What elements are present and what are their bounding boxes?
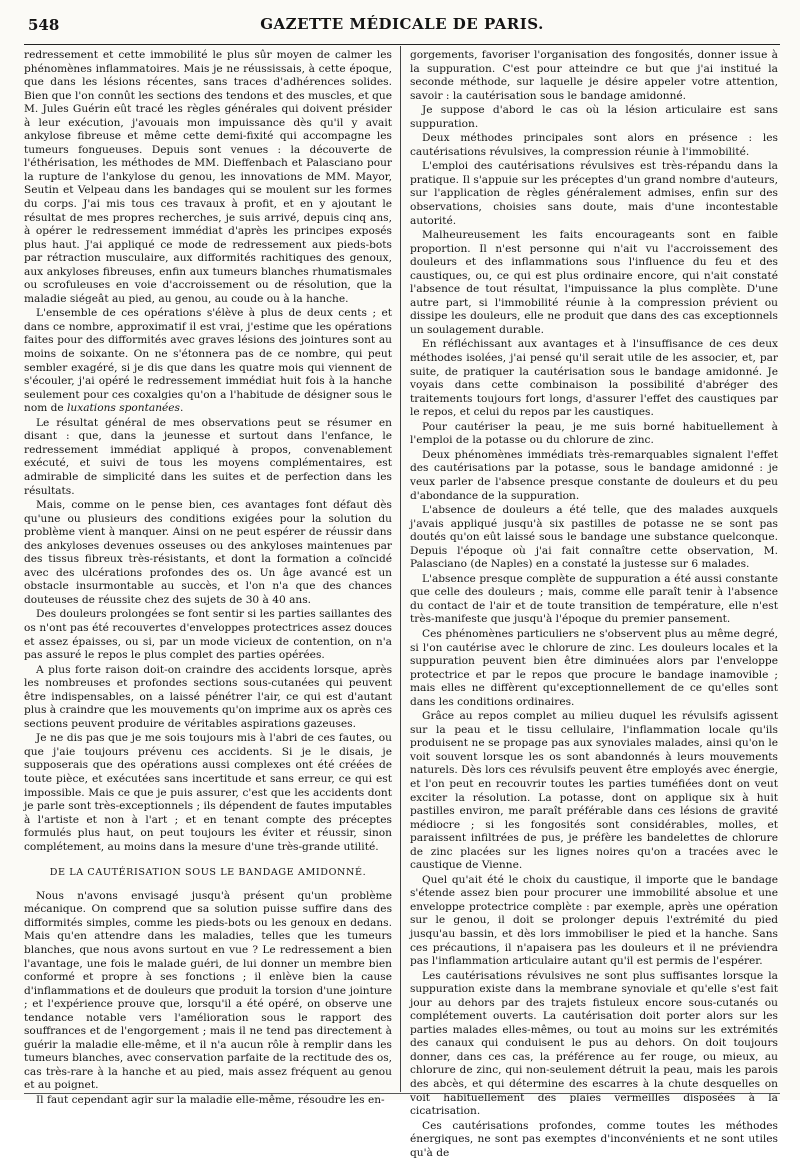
paragraph: Le résultat général de mes observations peut se résumer en disant : que, dans la jeunesse et surtout dans l'enfance, le redressement immédiat appliqué à propos, convenablement exécuté, et suivi de tous les moyens complémentaires, est admirable de simplicité dans les suites et de perfection dans les résultats.: [24, 416, 392, 497]
paragraph: L'absence de douleurs a été telle, que des malades auxquels j'avais appliqué jusqu'à six pastilles de potasse ne se sont pas doutés qu'on eût laissé sous le bandage une substance quelconque. Depuis l'époque où j'ai fait connaître cette observation, M. Palasciano (de Naples) en a constaté la justesse sur 6 malades.: [410, 504, 778, 571]
journal-title: GAZETTE MÉDICALE DE PARIS.: [260, 15, 544, 33]
column-divider: [400, 46, 401, 1092]
paragraph: En réfléchissant aux avantages et à l'insuffisance de ces deux méthodes isolées, j'ai pensé qu'il serait utile de les associer, et, par suite, de pratiquer la cautérisation sous le bandage amidonné. Je voyais dans cette combinaison la possibilité d'abréger des traitements toujours fort longs, d'assurer l'effet des caustiques par le repos, et celui du repos par les caustiques.: [410, 338, 778, 419]
paragraph: A plus forte raison doit-on craindre des accidents lorsque, après les nombreuses et profondes sections sous-cutanées qui peuvent être indispensables, on a laissé pénétrer l'air, ce qui est d'autant plus à craindre que les mouvements qu'on imprime aux os après ces sections peuvent produire de véritables aspirations gazeuses.: [24, 663, 392, 730]
right-column: [410, 49, 778, 1159]
paragraph: Quel qu'ait été le choix du caustique, il importe que le bandage s'étende assez bien pour procurer une immobilité absolue et une enveloppe protectrice complète : par exemple, après une opération sur le genou, il doit se prolonger depuis l'extrémité du pied jusqu'au bassin, et dès lors immobiliser le pied et la hanche. Sans ces précautions, il n'apaisera pas les douleurs et il ne préviendra pas l'inflammation articulaire autant qu'il est permis de l'espérer.: [410, 873, 778, 968]
left-column: [24, 49, 392, 1107]
footer-rule: [24, 1093, 780, 1094]
paragraph: Les cautérisations révulsives ne sont plus suffisantes lorsque la suppuration existe dans la membrane synoviale et qu'elle s'est fait jour au dehors par des trajets fistuleux encore sous-cutanés ou complétement ouverts. La cautérisation doit porter alors sur les parties malades elles-mêmes, ou tout au moins sur les extrémités des canaux qui conduisent le pus au dehors. On doit toujours donner, dans ces cas, la préférence au fer rouge, ou mieux, au chlorure de zinc, qui non-seulement détruit la peau, mais les parois des abcès, et qui détermine des escarres à la chute desquelles on voit habituellement des plaies vermeilles disposées à la cicatrisation.: [410, 969, 778, 1118]
paragraph: redressement et cette immobilité le plus sûr moyen de calmer les phénomènes inflammatoires. Mais je ne réussissais, à cette époque, que dans les lésions récentes, sans traces d'adhérences solides. Bien que l'on connût les sections des tendons et des muscles, et que M. Jules Guérin eût tracé les règles générales qui doivent présider à leur exécution, j'avouais mon impuissance dès qu'il y avait ankylose fibreuse et même cette demi-fixité qui accompagne les tumeurs fongueuses. Depuis sont venues : la découverte de l'éthérisation, les méthodes de MM. Dieffenbach et Palasciano pour la rupture de l'ankylose du genou, les innovations de MM. Mayor, Seutin et Velpeau dans les bandages qui se moulent sur les formes du corps. J'ai mis tous ces travaux à profit, et en y ajoutant le résultat de mes propres recherches, je suis arrivé, depuis cinq ans, à opérer le redressement immédiat d'après les principes exposés plus haut. J'ai appliqué ce mode de redressement aux pieds-bots par rétraction musculaire, aux difformités rachitiques des genoux, aux ankyloses fibreuses, enfin aux tumeurs blanches rhumatismales ou scrofuleuses en voie d'accroissement ou de résolution, que la maladie siégeât au pied, au genou, au coude ou à la hanche.: [24, 49, 392, 305]
paragraph: Mais, comme on le pense bien, ces avantages font défaut dès qu'une ou plusieurs des conditions exigées pour la solution du problème vient à manquer. Ainsi on ne peut espérer de réussir dans des ankyloses devenues osseuses ou des ankyloses maintenues par des tissus fibreux très-résistants, et dont la formation a coïncidé avec des ulcérations profondes des os. Un âge avancé est un obstacle insurmontable au succès, et l'on n'a que des chances douteuses de réussite chez des sujets de 30 à 40 ans.: [24, 499, 392, 606]
paragraph: Ces phénomènes particuliers ne s'observent plus au même degré, si l'on cautérise avec le chlorure de zinc. Les douleurs locales et la suppuration peuvent bien être diminuées alors par l'enveloppe protectrice et par le repos que procure le bandage inamovible ; mais elles ne diffèrent qu'exceptionnellement de ce qu'elles sont dans les conditions ordinaires.: [410, 627, 778, 708]
paragraph: L'emploi des cautérisations révulsives est très-répandu dans la pratique. Il s'appuie sur les préceptes d'un grand nombre d'auteurs, sur l'application de règles généralement admises, enfin sur des observations, choisies sans doute, mais d'une incontestable autorité.: [410, 160, 778, 227]
paragraph: Deux phénomènes immédiats très-remarquables signalent l'effet des cautérisations par la potasse, sous le bandage amidonné : je veux parler de l'absence presque constante de douleurs et du peu d'abondance de la suppuration.: [410, 448, 778, 502]
paragraph: Malheureusement les faits encourageants sont en faible proportion. Il n'est personne qui n'ait vu l'accroissement des douleurs et des inflammations sous l'influence du feu et des caustiques, ou, ce qui est plus ordinaire encore, qui n'ait constaté l'absence de tout résultat, l'impuissance la plus complète. D'une autre part, si l'immobilité réunie à la compression prévient ou dissipe les douleurs, elle ne produit que dans des cas exceptionnels un soulagement durable.: [410, 229, 778, 336]
paragraph: Je ne dis pas que je me sois toujours mis à l'abri de ces fautes, ou que j'aie toujours prévenu ces accidents. Si je le disais, je supposerais que des opérations aussi complexes ont été créées de toute pièce, et exécutées sans incertitude et sans erreur, ce qui est impossible. Mais ce que je puis assurer, c'est que les accidents dont je parle sont très-exceptionnels ; ils dépendent de fautes imputables à l'artiste et non à l'art ; et en tenant compte des préceptes formulés plus haut, on peut toujours les éviter et réussir, sinon complétement, au moins dans la mesure d'une très-grande utilité.: [24, 732, 392, 853]
paragraph-end: .: [180, 402, 184, 415]
paragraph: gorgements, favoriser l'organisation des fongosités, donner issue à la suppuration. C'est pour atteindre ce but que j'ai institué la seconde méthode, sur laquelle je désire appeler votre attention, savoir : la cautérisation sous le bandage amidonné.: [410, 49, 778, 102]
paragraph: Pour cautériser la peau, je me suis borné habituellement à l'emploi de la potasse ou du chlorure de zinc.: [410, 420, 778, 447]
section-heading: DE LA CAUTÉRISATION SOUS LE BANDAGE AMIDONNÉ.: [49, 867, 367, 879]
paragraph: Des douleurs prolongées se font sentir si les parties saillantes des os n'ont pas été recouvertes d'enveloppes protectrices assez douces et assez épaisses, ou si, par un mode vicieux de contention, on n'a pas assuré le repos le plus complet des parties opérées.: [24, 608, 392, 662]
page-header: [24, 10, 780, 36]
paragraph: [24, 307, 392, 415]
paragraph-text: L'ensemble de ces opérations s'élève à plus de deux cents ; et dans ce nombre, approximatif il est vrai, j'estime que les opérations faites pour des difformités avec graves lésions des jointures sont au moins de soixante. On ne s'étonnera pas de ce nombre, qui peut sembler exagéré, si je dis que dans les quatre mois qui viennent de s'écouler, j'ai opéré le redressement immédiat huit fois à la hanche seulement pour ces coxalgies qu'on a l'habitude de désigner sous le nom de: [24, 307, 392, 415]
header-rule: [24, 44, 780, 45]
paragraph: Il faut cependant agir sur la maladie elle-même, résoudre les en-: [36, 1094, 385, 1107]
paragraph: L'absence presque complète de suppuration a été aussi constante que celle des douleurs ; mais, comme elle paraît tenir à l'absence du contact de l'air et de toute transition de température, elle n'est très-manifeste que jusqu'à l'époque du premier pansement.: [410, 572, 778, 626]
paragraph: Je suppose d'abord le cas où la lésion articulaire est sans suppuration.: [410, 104, 778, 130]
paragraph: Nous n'avons envisagé jusqu'à présent qu'un problème mécanique. On comprend que sa solution puisse suffire dans des difformités simples, comme les pieds-bots ou les genoux en dedans. Mais qu'en attendre dans les maladies, telles que les tumeurs blanches, que nous avons surtout en vue ? Le redressement a bien l'avantage, une fois le malade guéri, de lui donner un membre bien conformé et propre à ses fonctions ; il enlève bien la cause d'inflammations et de douleurs que produit la torsion d'une jointure ; et l'expérience prouve que, lorsqu'il a été opéré, on observe une tendance notable vers l'amélioration sous le rapport des souffrances et de l'engorgement ; mais il ne tend pas directement à guérir la maladie elle-même, et il n'a aucun rôle à remplir dans les tumeurs blanches, avec conservation parfaite de la rectitude des os, cas très-rare à la hanche et au pied, mais assez fréquent au genou et au poignet.: [24, 889, 392, 1092]
italic-term: luxations spontanées: [67, 402, 180, 415]
paragraph: Ces cautérisations profondes, comme toutes les méthodes énergiques, ne sont pas exemptes d'inconvénients et ne sont utiles qu'à de: [410, 1119, 778, 1159]
paragraph: Grâce au repos complet au milieu duquel les révulsifs agissent sur la peau et le tissu cellulaire, l'inflammation locale qu'ils produisent ne se propage pas aux synoviales malades, ainsi qu'on le voit souvent lorsque les os sont abandonnés à leurs mouvements naturels. Dès lors ces révulsifs peuvent être employés avec énergie, et l'on peut en recouvrir toutes les parties tuméfiées dont on veut exciter la résolution. La potasse, dont on applique six à huit pastilles environ, me paraît préférable dans ces lésions de gravité médiocre ; si les fongosités sont considérables, molles, et paraissent infiltrées de pus, je préfère les bandelettes de chlorure de zinc placées sur les lignes noires qu'on a tracées avec le caustique de Vienne.: [410, 710, 778, 872]
paragraph: Deux méthodes principales sont alors en présence : les cautérisations révulsives, la compression réunie à l'immobilité.: [410, 132, 778, 158]
page-number: 548: [28, 16, 60, 34]
